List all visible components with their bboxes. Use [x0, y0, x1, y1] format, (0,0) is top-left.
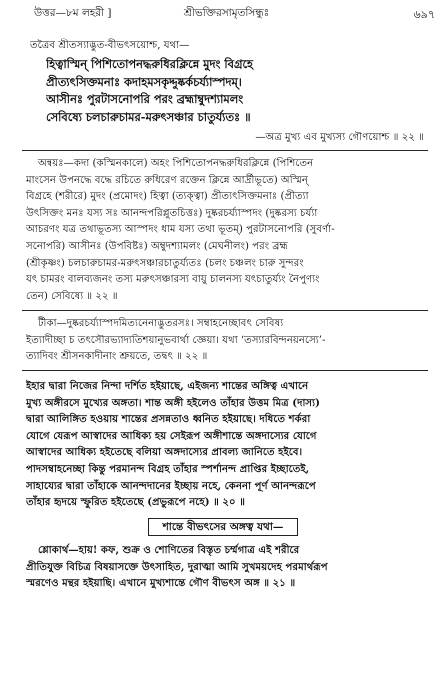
intro-line: তত্রৈব শ্রীতস্যাদ্ভুত-বীভৎসয়োশ্চ, যথা—	[30, 40, 190, 51]
commentary-line: মুখ্য অঙ্গীরসে মুখ্যের অঙ্গতা। শান্ত অঙ্গী হইলেও তাঁহার উত্তম মিত্র (দাস্য)	[26, 396, 320, 409]
divider	[22, 150, 428, 151]
verse-line: প্রীত্যৎসিক্তমনাঃ কদাহমসকৃদ্দুষ্কর্কচর্য্যাস্পদম্।	[46, 74, 242, 89]
tika-line: ইত্যাদীচ্ছা চ তৎসৌরভ্যাদ্যতিশয়ানুভবার্থা জ্ঞেয়া। যথা ‘তস্যারবিন্দনয়নস্যে’-	[26, 334, 326, 346]
header-page-number: ৬৯৭	[413, 8, 435, 21]
tika-block	[26, 316, 428, 366]
section-title-box	[148, 518, 298, 536]
sloka-line: শ্লোকার্থ—হায়! কফ, শুক্র ও শোণিতের বিস্তৃত চর্ম্মগাত্র এই শরীরে	[38, 544, 300, 556]
commentary-line: দ্বারা আলিঙ্গিত হওয়ায় শান্তের প্রসন্নতাও ধ্বনিত হইয়াছে। দধিতে শর্করা	[26, 413, 311, 426]
commentary-line: পাদসম্বাহনেচ্ছা কিন্তু পরমানন্দ বিগ্রহ তাঁহার স্পর্শানন্দ প্রাপ্তির ইচ্ছাতেই,	[26, 462, 310, 475]
anvaya-line: অন্বয়ঃ—কদা (কস্মিনকালে) অহং পিশিতোপনদ্ধরুধিরক্লিন্নে (পিশিতেন	[38, 158, 314, 169]
tika-line: ত্যাদিবং শ্রীসনকাদীনাং শ্রুয়তে, তদ্বৎ ॥ ২২ ॥	[26, 351, 208, 363]
anvaya-line: সনোপরি) আসীনঃ (উপবিষ্টঃ) অম্বুদশ্যামলং (মেঘনীলং) পরং ব্রহ্ম	[26, 240, 288, 252]
verse-line: হিত্বাস্মিন্ পিশিতোপনদ্ধরুধিরক্লিন্নে মুদং বিগ্রহে	[46, 57, 254, 71]
section-title: শান্তে বীভৎসের অঙ্গত্ব যথা—	[162, 521, 284, 533]
sloka-line: স্মরণেও মন্থর হইয়াছি। এখানে মুখ্যশান্তে গৌণ বীভৎস অঙ্গ ॥ ২১ ॥	[26, 577, 296, 590]
verse-line: আসীনঃ পুরটাসনোপরি পরং ব্রহ্মাম্বুদশ্যামলং	[46, 92, 244, 106]
commentary-line: তাঁহার হৃদয়ে স্ফুরিত হইতেছে (প্রভুরূপে নহে) ॥ ২০ ॥	[26, 496, 245, 509]
header-book-title: শ্রীভক্তিরসামৃতসিন্ধুঃ	[184, 7, 270, 19]
anvaya-line: যৎ চামরং বালব্যজনং তস্য মরুৎসঞ্চারস্য বায়ু চালনস্য যৎচাতুর্য্যং নৈপুণ্যং	[26, 274, 320, 286]
anvaya-line: উৎসিক্তং মনঃ যস্য সঃ আনন্দপরিপ্লুতচিত্তঃ) দুষ্করচর্য্যাস্পদং (দুষ্করস্য চর্য্যা	[26, 207, 318, 219]
verse-line: সেবিষ্যে চলচারুচামর-মরুৎসঞ্চার চাতুর্য্যতঃ ॥	[46, 109, 251, 124]
sloka-translation	[26, 542, 428, 592]
tika-line: টীকা—দুষ্করচর্য্যাস্পদমিত্যনেনাদ্ভুতরসঃ। সম্বাহনেচ্ছাবৎ সেবিষ্য	[38, 318, 284, 329]
commentary-line: ইহার দ্বারা নিজের নিন্দা দর্শিত হইয়াছে, এইজন্য শান্তের অঙ্গিত্ব এখানে	[26, 380, 309, 392]
anvaya-line: আচরণং যত্র তথাভূতস্য আস্পদং ধাম যস্য তথা ভূতম্) পুরটাসনোপরি (সুবর্ণা-	[26, 224, 335, 236]
anvaya-line: বিগ্রহে (শরীরে) মুদং (প্রমোদং) হিত্বা (ত্যক্ত্বা) প্রীত্যৎসিক্তমনাঃ (প্রীত্যা	[26, 191, 309, 203]
commentary-line: আস্বাদের আধিক্য হইতেছে বলিয়া অঙ্গদাস্যের প্রাবল্য জানিতে হইবে।	[26, 446, 303, 459]
anvaya-block	[26, 156, 428, 305]
sloka-line: প্রীতিযুক্ত বিচিত্র বিষয়াসক্তে উৎসাহিত, দুরাত্মা আমি সুখময়দেহ পরমার্থরূপ	[26, 560, 328, 573]
commentary-line: সাহায্যের দ্বারা তাঁহাকে আনন্দদানের ইচ্ছায় নহে, কেননা পূর্ণ আনন্দরূপে	[26, 479, 316, 492]
bengali-commentary	[26, 378, 428, 511]
divider	[22, 310, 428, 311]
anvaya-line: তেন) সেবিষ্যে ॥ ২২ ॥	[26, 290, 118, 302]
divider	[22, 370, 428, 371]
sanskrit-verse	[46, 56, 428, 126]
running-header	[34, 6, 435, 22]
anvaya-line: (শ্রীকৃষ্ণং) চলচারুচামর-মরুৎসঞ্চারচাতুর্য্যতঃ (চলং চঞ্চলং চারু সুন্দরং	[26, 257, 304, 269]
commentary-line: যোগে যেরূপ আস্বাদের আধিক্য হয় সেইরূপ অঙ্গীশান্তে অঙ্গদাস্যের যোগে	[26, 429, 317, 442]
verse-footer-text: —অত্র মুখ্য এব মুখ্যস্য গৌণয়োশ্চ ॥ ২২ ॥	[255, 132, 424, 143]
anvaya-line: মাংসেন উপনদ্ধে বদ্ধে রচিতে রুধিরেণ রক্তেন ক্লিন্নে আর্দ্রীভূতে) অস্মিন্	[26, 174, 308, 186]
header-chapter: উত্তর—৮ম লহরী ]	[34, 7, 112, 19]
verse-footer	[26, 130, 424, 147]
intro-block	[30, 38, 432, 55]
